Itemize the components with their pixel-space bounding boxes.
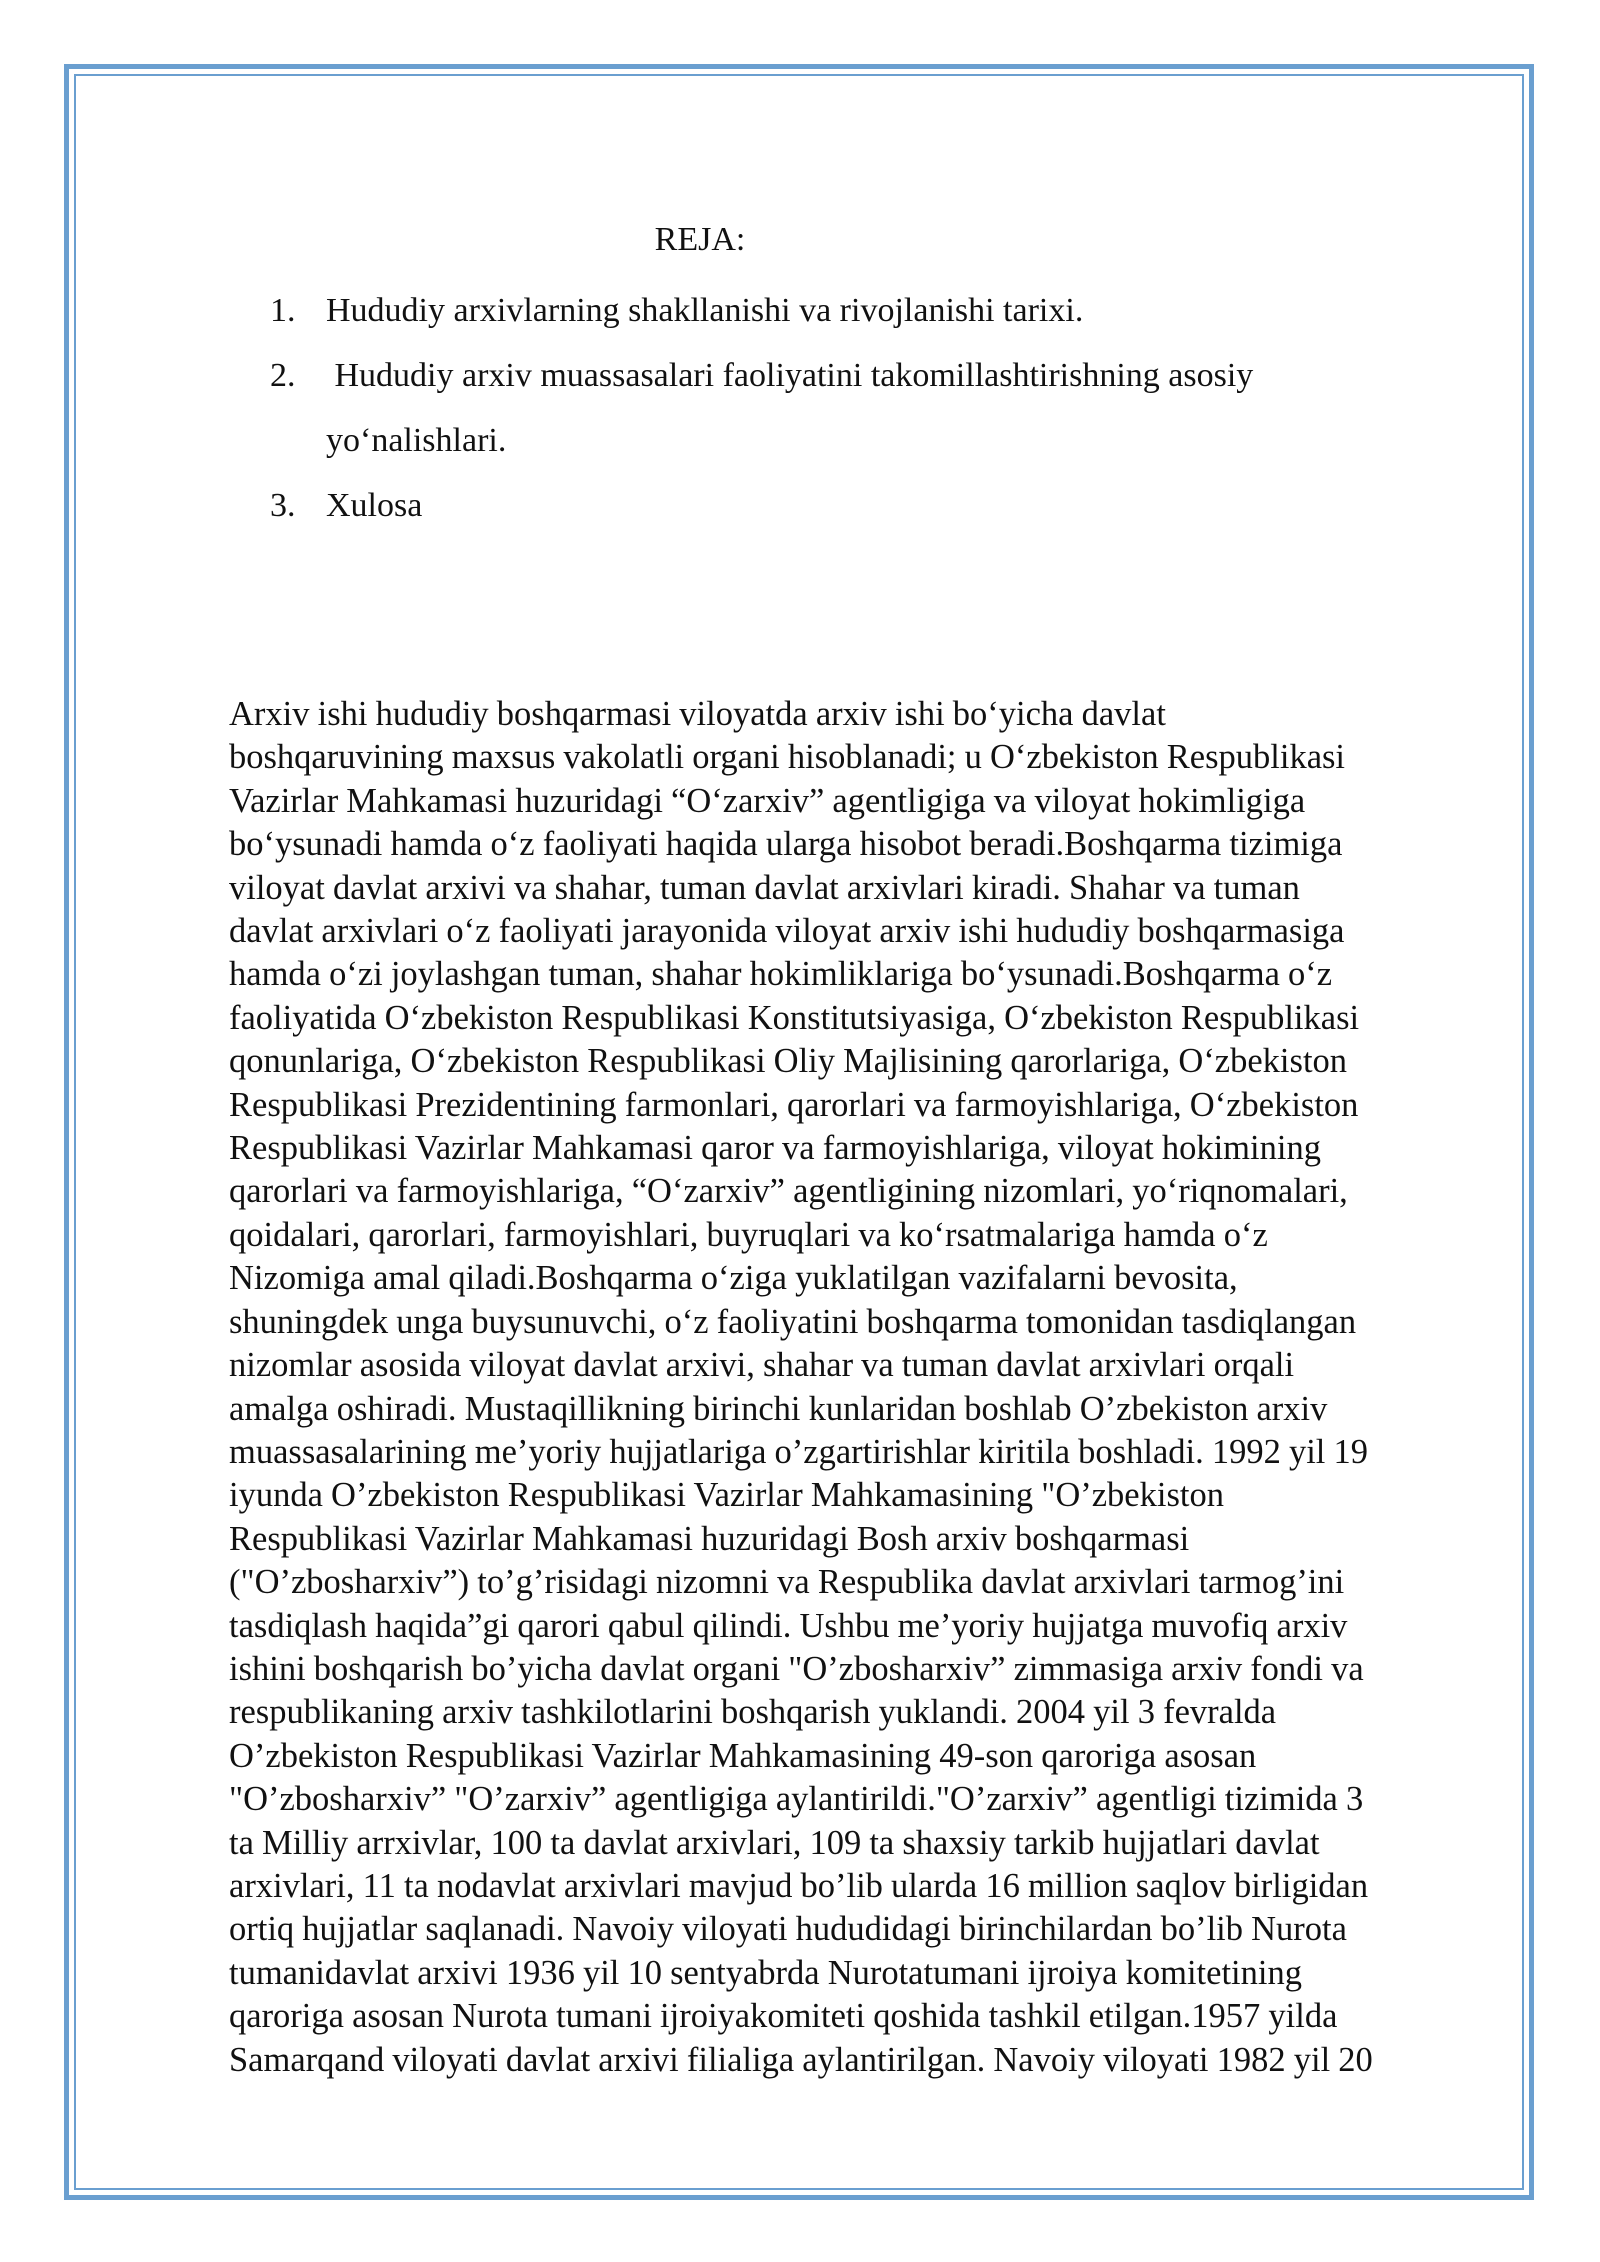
plan-item: [270, 343, 1390, 473]
plan-item-number: 2.: [270, 357, 296, 394]
plan-item-text: Hududiy arxivlarning shakllanishi va rivojlanishi tarixi.: [326, 292, 1084, 329]
plan-item: [270, 473, 1390, 538]
plan-item: [270, 278, 1390, 343]
plan-list: [270, 278, 1390, 538]
plan-title: REJA:: [654, 221, 746, 258]
plan-item-number: 3.: [270, 487, 296, 524]
plan-item-number: 1.: [270, 292, 296, 329]
body-paragraph: Arxiv ishi hududiy boshqarmasi viloyatda arxiv ishi bo‘yicha davlat boshqaruvining maxsus vakolatli organi hisoblanadi; u O‘zbekiston Respublikasi Vazirlar Mahkamasi huzuridagi “O‘zarxiv” agentligiga va viloyat hokimligiga bo‘ysunadi hamda o‘z faoliyati haqida ularga hisobot beradi.Boshqarma tizimiga viloyat davlat arxivi va shahar, tuman davlat arxivlari kiradi. Shahar va tuman davlat arxivlari o‘z faoliyati jarayonida viloyat arxiv ishi hududiy boshqarmasiga hamda o‘zi joylashgan tuman, shahar hokimliklariga bo‘ysunadi.Boshqarma o‘z faoliyatida O‘zbekiston Respublikasi Konstitutsiyasiga, O‘zbekiston Respublikasi qonunlariga, O‘zbekiston Respublikasi Oliy Majlisining qarorlariga, O‘zbekiston Respublikasi Prezidentining farmonlari, qarorlari va farmoyishlariga, O‘zbekiston Respublikasi Vazirlar Mahkamasi qaror va farmoyishlariga, viloyat hokimining qarorlari va farmoyishlariga, “O‘zarxiv” agentligining nizomlari, yo‘riqnomalari, qoidalari, qarorlari, farmoyishlari, buyruqlari va ko‘rsatmalariga hamda o‘z Nizomiga amal qiladi.Boshqarma o‘ziga yuklatilgan vazifalarni bevosita, shuningdek unga buysunuvchi, o‘z faoliyatini boshqarma tomonidan tasdiqlangan nizomlar asosida viloyat davlat arxivi, shahar va tuman davlat arxivlari orqali amalga oshiradi. Mustaqillikning birinchi kunlaridan boshlab O’zbekiston arxiv muassasalarining me’yoriy hujjatlariga o’zgartirishlar kiritila boshladi. 1992 yil 19 iyunda O’zbekiston Respublikasi Vazirlar Mahkamasining "O’zbekiston Respublikasi Vazirlar Mahkamasi huzuridagi Bosh arxiv boshqarmasi ("O’zbosharxiv”) to’g’risidagi nizomni va Respublika davlat arxivlari tarmog’ini tasdiqlash haqida”gi qarori qabul qilindi. Ushbu me’yoriy hujjatga muvofiq arxiv ishini boshqarish bo’yicha davlat organi "O’zbosharxiv” zimmasiga arxiv fondi va respublikaning arxiv tashkilotlarini boshqarish yuklandi. 2004 yil 3 fevralda O’zbekiston Respublikasi Vazirlar Mahkamasining 49-son qaroriga asosan "O’zbosharxiv” "O’zarxiv” agentligiga aylantirildi."O’zarxiv” agentligi tizimida 3 ta Milliy arrxivlar, 100 ta davlat arxivlari, 109 ta shaxsiy tarkib hujjatlari davlat arxivlari, 11 ta nodavlat arxivlari mavjud bo’lib ularda 16 million saqlov birligidan ortiq hujjatlar saqlanadi. Navoiy viloyati hududidagi birinchilardan bo’lib Nurota tumanidavlat arxivi 1936 yil 10 sentyabrda Nurotatumani ijroiya komitetining qaroriga asosan Nurota tumani ijroiyakomiteti qoshida tashkil etilgan.1957 yilda Samarqand viloyati davlat arxivi filialiga aylantirilgan. Navoiy viloyati 1982 yil 20: [229, 695, 1373, 2079]
plan-item-text: Hududiy arxiv muassasalari faoliyatini takomillashtirishning asosiy yo‘nalishlari.: [326, 357, 1262, 459]
plan-item-text: Xulosa: [326, 487, 423, 524]
